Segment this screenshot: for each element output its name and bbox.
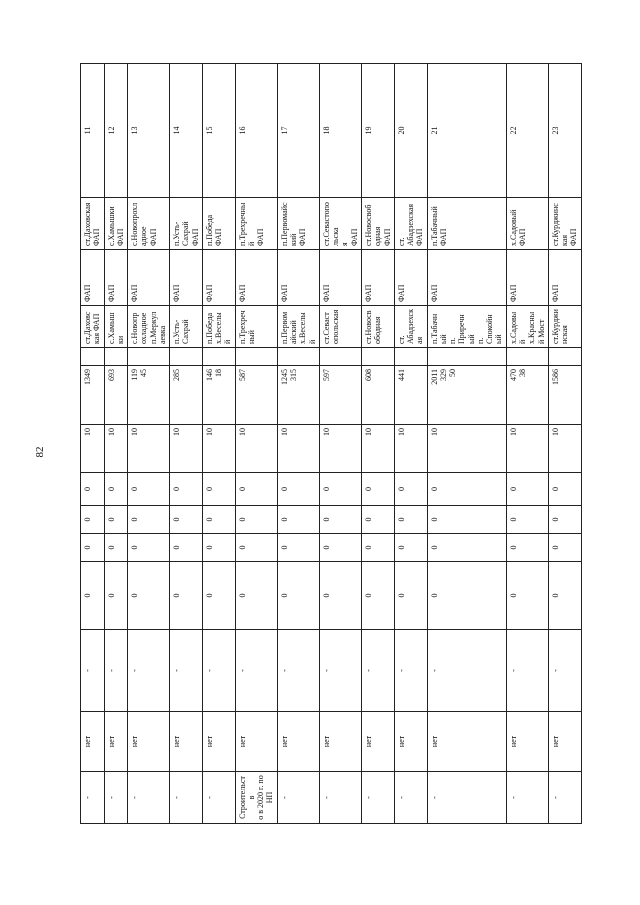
cell-population [128,366,170,425]
cell-num: 15 [203,64,236,198]
cell-note [320,772,362,824]
table-row [104,64,128,824]
cell-population [427,366,506,425]
cell-dash: - [203,630,236,712]
cell-v1: 0 [427,473,506,506]
cell-staff: 10 [362,425,395,473]
cell-settlements-line: с.Новопрохладное [130,312,149,344]
cell-dash: - [506,630,548,712]
cell-status: нет [320,712,362,772]
cell-settlements-line: х.Красный Мост [527,311,546,344]
cell-v3: 0 [81,534,105,562]
cell-v4: 0 [277,562,319,630]
cell-v3: 0 [128,534,170,562]
cell-v4: 0 [427,562,506,630]
cell-settlements-line: ст.Даховская ФАП [83,311,102,344]
cell-spacer [427,348,506,366]
cell-staff: 10 [235,425,277,473]
table-row [362,64,395,824]
cell-dash: - [128,630,170,712]
cell-staff: 10 [277,425,319,473]
cell-note [203,772,236,824]
cell-fap-name-line: п.Первомайский [279,202,299,246]
cell-v2: 0 [549,506,582,534]
cell-num: 23 [549,64,582,198]
cell-note [394,772,427,824]
cell-type: ФАП [362,250,395,306]
cell-population-line: 146 [205,369,215,381]
cell-fap-name-line: ФАП [190,228,200,246]
cell-fap-name-line: п.Победа ФАП [205,214,224,246]
cell-fap-name [104,198,128,250]
cell-dash: - [81,630,105,712]
cell-dash: - [394,630,427,712]
cell-fap-name-line: ФАП [148,228,158,246]
cell-v3: 0 [235,534,277,562]
cell-fap-name-line: п.Усть-Сахрай [172,221,191,246]
cell-status: нет [394,712,427,772]
cell-v2: 0 [506,506,548,534]
cell-note [104,772,128,824]
cell-num: 17 [277,64,319,198]
cell-fap-name [170,198,203,250]
table-row [506,64,548,824]
cell-fap-name-line: ФАП [382,228,392,246]
cell-status: нет [203,712,236,772]
cell-v2: 0 [362,506,395,534]
cell-v3: 0 [170,534,203,562]
cell-v1: 0 [506,473,548,506]
cell-settlements [320,306,362,348]
cell-v2: 0 [104,506,128,534]
table-row [81,64,105,824]
cell-num: 13 [128,64,170,198]
cell-v2: 0 [320,506,362,534]
cell-status: нет [128,712,170,772]
cell-note [277,772,319,824]
cell-type: ФАП [320,250,362,306]
cell-num: 12 [104,64,128,198]
cell-type: ФАП [235,250,277,306]
cell-type: ФАП [394,250,427,306]
cell-note-line: - [172,796,182,799]
cell-population-line: 45 [139,369,149,377]
page-number: 82 [34,446,46,458]
cell-population-line: 608 [364,369,374,381]
cell-v1: 0 [203,473,236,506]
cell-v4: 0 [81,562,105,630]
cell-spacer [235,348,277,366]
cell-v4: 0 [203,562,236,630]
cell-v2: 0 [203,506,236,534]
cell-fap-name [128,198,170,250]
cell-num: 11 [81,64,105,198]
cell-population [394,366,427,425]
cell-v4: 0 [128,562,170,630]
cell-fap-name [235,198,277,250]
cell-spacer [549,348,582,366]
cell-note [81,772,105,824]
cell-status: нет [427,712,506,772]
cell-type: ФАП [170,250,203,306]
cell-v1: 0 [235,473,277,506]
cell-settlements [394,306,427,348]
cell-note-line: - [508,796,518,799]
cell-num: 20 [394,64,427,198]
cell-note [170,772,203,824]
cell-population [549,366,582,425]
cell-fap-name [277,198,319,250]
cell-note-line: - [106,796,116,799]
cell-v4: 0 [104,562,128,630]
cell-status: нет [549,712,582,772]
cell-fap-name-line: х.Садовый ФАП [508,209,528,246]
cell-population-line: 470 [508,369,518,381]
cell-spacer [203,348,236,366]
cell-note-line: Строительств [237,776,257,819]
cell-note [128,772,170,824]
cell-population-line: 329 [439,369,448,381]
cell-spacer [320,348,362,366]
cell-v4: 0 [170,562,203,630]
cell-dash: - [320,630,362,712]
cell-settlements-line: п.Первомайский [279,311,299,344]
cell-fap-name-line: ст.Севастопольска [322,202,341,246]
cell-dash: - [104,630,128,712]
cell-settlements [203,306,236,348]
table-row [427,64,506,824]
cell-fap-name [362,198,395,250]
cell-staff: 10 [104,425,128,473]
cell-fap-name-line: ст.Новосвободная [364,204,383,246]
cell-v2: 0 [235,506,277,534]
cell-population [506,366,548,425]
cell-population-line: 1349 [83,369,92,385]
cell-v3: 0 [320,534,362,562]
cell-population-line: 597 [322,369,332,381]
table-row [277,64,319,824]
cell-status: нет [235,712,277,772]
cell-fap-name [549,198,582,250]
cell-staff: 10 [320,425,362,473]
cell-settlements-line: п.Трехречный [237,310,257,344]
cell-population [277,366,319,425]
cell-fap-name-line: ФАП [256,228,266,246]
cell-type: ФАП [506,250,548,306]
cell-dash: - [427,630,506,712]
cell-num: 22 [506,64,548,198]
cell-dash: - [235,630,277,712]
cell-settlements-line: ст.Курджинская [551,309,570,344]
cell-v4: 0 [362,562,395,630]
cell-type: ФАП [203,250,236,306]
cell-staff: 10 [427,425,506,473]
cell-note-line: - [279,796,289,799]
cell-staff: 10 [203,425,236,473]
cell-settlements [427,306,506,348]
cell-v4: 0 [394,562,427,630]
cell-v3: 0 [506,534,548,562]
cell-population [203,366,236,425]
cell-v1: 0 [104,473,128,506]
cell-status: нет [104,712,128,772]
cell-population-line: 38 [518,369,528,377]
cell-v1: 0 [170,473,203,506]
cell-fap-name-line: ст.Курджинская [551,203,570,246]
cell-population-line: 285 [172,369,182,381]
cell-note [427,772,506,824]
cell-settlements-line: п.Табачный [429,313,448,344]
cell-fap-name-line: с.Новопрохладное [130,202,149,246]
cell-note [362,772,395,824]
fap-table-body [81,64,582,824]
cell-note-line: - [396,796,406,799]
cell-note [549,772,582,824]
cell-fap-name [506,198,548,250]
cell-v3: 0 [104,534,128,562]
cell-fap-name-line: ФАП [92,228,102,246]
cell-note-line: - [429,796,439,799]
cell-staff: 10 [394,425,427,473]
table-row [235,64,277,824]
cell-v1: 0 [394,473,427,506]
cell-note-line: - [551,796,561,799]
cell-population-line: 441 [396,369,406,381]
cell-fap-name-line: ст. [396,237,406,246]
cell-population-line: 119 [130,369,140,381]
cell-settlements-line: п.Меркулаевка [148,311,167,344]
table-row [170,64,203,824]
table-row [394,64,427,824]
cell-v2: 0 [128,506,170,534]
cell-type: ФАП [128,250,170,306]
cell-fap-name [203,198,236,250]
cell-v3: 0 [427,534,506,562]
cell-settlements [81,306,105,348]
table-row [549,64,582,824]
cell-population-line: 50 [448,369,458,377]
cell-v3: 0 [549,534,582,562]
cell-population [320,366,362,425]
cell-population-line: 1586 [551,369,561,385]
cell-v3: 0 [277,534,319,562]
cell-spacer [506,348,548,366]
table-row [203,64,236,824]
cell-v3: 0 [362,534,395,562]
cell-note [235,772,277,824]
cell-population [362,366,395,425]
cell-v4: 0 [506,562,548,630]
cell-settlements [170,306,203,348]
cell-settlements [549,306,582,348]
cell-type: ФАП [427,250,506,306]
cell-staff: 10 [549,425,582,473]
cell-fap-name-line: ст.Даховская [83,202,92,246]
cell-settlements-line: п. Спокойный [475,314,504,344]
cell-note-line: - [322,796,332,799]
cell-spacer [128,348,170,366]
cell-type: ФАП [81,250,105,306]
cell-fap-name-line: ФАП [569,228,579,246]
cell-population [104,366,128,425]
cell-v4: 0 [320,562,362,630]
cell-settlements-line: п. Приречный [448,314,476,344]
cell-fap-name-line: ФАП [349,228,359,246]
cell-status: нет [277,712,319,772]
cell-fap-name-line: АбадзехскаяФАП [406,203,425,246]
cell-settlements-line: х.Веселый [298,312,317,344]
cell-v4: 0 [235,562,277,630]
cell-fap-name [394,198,427,250]
cell-population-line: 587 [237,369,247,381]
table-row [320,64,362,824]
cell-staff: 10 [170,425,203,473]
cell-v1: 0 [277,473,319,506]
fap-table [80,63,582,824]
cell-v2: 0 [277,506,319,534]
cell-num: 14 [170,64,203,198]
cell-spacer [394,348,427,366]
cell-population [170,366,203,425]
cell-v2: 0 [81,506,105,534]
cell-staff: 10 [506,425,548,473]
cell-population-line: 1245 [279,369,289,385]
cell-v3: 0 [203,534,236,562]
cell-fap-name-line: с.Хамышки ФАП [106,206,125,246]
cell-fap-name-line: я [340,242,350,246]
table-row [128,64,170,824]
cell-spacer [170,348,203,366]
cell-note-line: - [364,796,374,799]
cell-note-line: - [205,796,215,799]
cell-settlements-line: х.Садовый [508,311,528,344]
cell-status: нет [506,712,548,772]
cell-settlements-line: ст.Севастопольская [322,309,341,344]
cell-num: 19 [362,64,395,198]
cell-type: ФАП [104,250,128,306]
cell-type: ФАП [277,250,319,306]
cell-v1: 0 [81,473,105,506]
cell-population-line: 18 [214,369,224,377]
cell-settlements-line: ст. Абадзехская [396,309,425,344]
cell-fap-name [320,198,362,250]
cell-staff: 10 [128,425,170,473]
cell-status: нет [81,712,105,772]
cell-v2: 0 [394,506,427,534]
cell-settlements [362,306,395,348]
cell-note [506,772,548,824]
cell-settlements-line: с.Хамышки [106,312,125,344]
cell-v1: 0 [128,473,170,506]
cell-fap-name-line: ФАП [298,228,308,246]
cell-settlements [506,306,548,348]
cell-v4: 0 [549,562,582,630]
cell-population-line: 693 [106,369,116,381]
cell-population [235,366,277,425]
cell-num: 16 [235,64,277,198]
cell-status: нет [362,712,395,772]
cell-status: нет [170,712,203,772]
cell-settlements-line: п.Победа [205,312,215,344]
cell-spacer [81,348,105,366]
cell-fap-name-line: п.Табачный ФАП [429,206,448,246]
table-frame [80,64,582,824]
cell-v3: 0 [394,534,427,562]
cell-dash: - [170,630,203,712]
cell-v1: 0 [320,473,362,506]
cell-fap-name [81,198,105,250]
cell-v2: 0 [427,506,506,534]
cell-note-line: о в 2020 г. по [256,775,266,820]
cell-settlements [235,306,277,348]
cell-spacer [104,348,128,366]
cell-fap-name [427,198,506,250]
cell-spacer [277,348,319,366]
rotated-table-wrapper [80,64,582,824]
cell-num: 21 [427,64,506,198]
cell-settlements-line: х.Веселый [214,312,233,344]
cell-v1: 0 [549,473,582,506]
cell-settlements [128,306,170,348]
cell-settlements-line: ст.Новосвободная [364,310,383,344]
cell-settlements [277,306,319,348]
cell-note-line: НП [265,791,275,804]
cell-population-line: 315 [289,369,299,381]
cell-num: 18 [320,64,362,198]
cell-type: ФАП [549,250,582,306]
cell-note-line: - [83,796,92,799]
cell-note-line: - [130,796,140,799]
cell-fap-name-line: п.Трехречный [237,202,257,246]
cell-population [81,366,105,425]
cell-population-line: 2011 [429,369,439,385]
cell-spacer [362,348,395,366]
cell-dash: - [277,630,319,712]
cell-dash: - [362,630,395,712]
cell-settlements [104,306,128,348]
cell-v1: 0 [362,473,395,506]
cell-v2: 0 [170,506,203,534]
cell-staff: 10 [81,425,105,473]
cell-dash: - [549,630,582,712]
cell-settlements-line: п.Усть-Сахрай [172,319,191,344]
